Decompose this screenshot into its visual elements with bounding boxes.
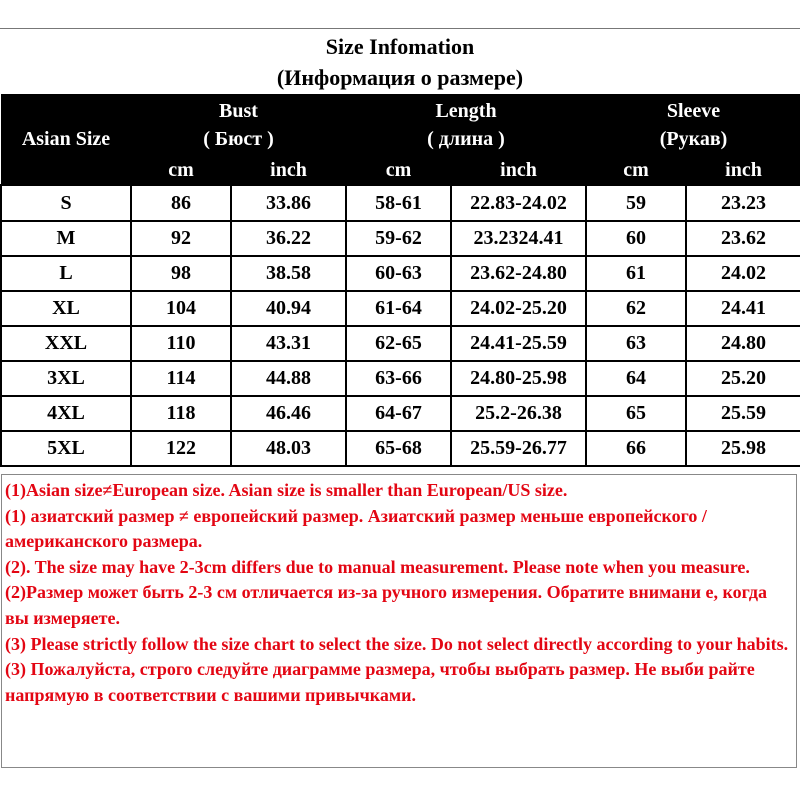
header-row [1, 94, 800, 156]
cell-size: 4XL [1, 396, 131, 431]
cell-sleeve-inch: 25.98 [686, 431, 800, 466]
cell-bust-inch: 43.31 [231, 326, 346, 361]
unit-length-inch: inch [451, 156, 586, 185]
cell-sleeve-cm: 66 [586, 431, 686, 466]
cell-bust-cm: 110 [131, 326, 231, 361]
cell-sleeve-inch: 23.62 [686, 221, 800, 256]
header-asian-size: Asian Size [1, 94, 131, 185]
cell-bust-inch: 46.46 [231, 396, 346, 431]
note-2-en: (2). The size may have 2-3cm differs due to manual measurement. Please note when you measure. [5, 556, 750, 577]
cell-sleeve-inch: 24.80 [686, 326, 800, 361]
cell-length-cm: 61-64 [346, 291, 451, 326]
cell-sleeve-cm: 60 [586, 221, 686, 256]
cell-sleeve-cm: 65 [586, 396, 686, 431]
cell-bust-cm: 98 [131, 256, 231, 291]
table-row [1, 431, 800, 466]
cell-sleeve-cm: 62 [586, 291, 686, 326]
cell-bust-inch: 38.58 [231, 256, 346, 291]
table-row [1, 221, 800, 256]
cell-bust-cm: 92 [131, 221, 231, 256]
cell-sleeve-inch: 24.41 [686, 291, 800, 326]
cell-length-cm: 59-62 [346, 221, 451, 256]
cell-length-inch: 23.62-24.80 [451, 256, 586, 291]
header-length [346, 94, 586, 156]
cell-length-inch: 24.41-25.59 [451, 326, 586, 361]
cell-sleeve-inch: 25.20 [686, 361, 800, 396]
unit-bust-cm: cm [131, 156, 231, 185]
cell-sleeve-inch: 25.59 [686, 396, 800, 431]
header-length-ru: ( длина ) [427, 128, 505, 150]
table-row [1, 256, 800, 291]
cell-sleeve-inch: 24.02 [686, 256, 800, 291]
cell-length-inch: 25.2-26.38 [451, 396, 586, 431]
cell-length-cm: 64-67 [346, 396, 451, 431]
cell-size: L [1, 256, 131, 291]
cell-length-inch: 23.2324.41 [451, 221, 586, 256]
size-chart-table [0, 94, 800, 467]
size-notes [1, 474, 797, 768]
note-3-en: (3) Please strictly follow the size chart to select the size. Do not select directly according to your habits. [5, 633, 789, 654]
cell-bust-inch: 33.86 [231, 185, 346, 221]
table-row [1, 361, 800, 396]
cell-sleeve-cm: 64 [586, 361, 686, 396]
cell-size: XL [1, 291, 131, 326]
cell-length-cm: 65-68 [346, 431, 451, 466]
cell-sleeve-cm: 61 [586, 256, 686, 291]
cell-sleeve-cm: 59 [586, 185, 686, 221]
header-bust-en: Bust [219, 100, 258, 122]
unit-length-cm: cm [346, 156, 451, 185]
cell-size: 5XL [1, 431, 131, 466]
cell-length-inch: 24.80-25.98 [451, 361, 586, 396]
note-3-ru: (3) Пожалуйста, строго следуйте диаграмме размера, чтобы выбрать размер. Не выби райте напрямую в соответствии с вашими привычками. [5, 659, 755, 705]
unit-bust-inch: inch [231, 156, 346, 185]
header-sleeve-ru: (Рукав) [659, 128, 728, 150]
cell-size: XXL [1, 326, 131, 361]
cell-length-cm: 58-61 [346, 185, 451, 221]
header-length-en: Length [435, 100, 497, 122]
cell-bust-cm: 104 [131, 291, 231, 326]
title-russian: (Информация о размере) [276, 65, 524, 90]
cell-length-cm: 62-65 [346, 326, 451, 361]
cell-length-cm: 60-63 [346, 256, 451, 291]
unit-sleeve-inch: inch [686, 156, 800, 185]
table-row [1, 291, 800, 326]
cell-length-inch: 25.59-26.77 [451, 431, 586, 466]
cell-bust-inch: 40.94 [231, 291, 346, 326]
size-info-title [0, 28, 800, 95]
note-1-en: (1)Asian size≠European size. Asian size is smaller than European/US size. [5, 480, 568, 500]
header-bust-ru: ( Бюст ) [203, 128, 274, 150]
table-row [1, 185, 800, 221]
cell-sleeve-cm: 63 [586, 326, 686, 361]
cell-bust-inch: 44.88 [231, 361, 346, 396]
title-english: Size Infomation [325, 34, 475, 59]
header-bust [131, 94, 346, 156]
cell-length-inch: 24.02-25.20 [451, 291, 586, 326]
cell-length-inch: 22.83-24.02 [451, 185, 586, 221]
cell-bust-cm: 86 [131, 185, 231, 221]
table-row [1, 326, 800, 361]
unit-sleeve-cm: cm [586, 156, 686, 185]
cell-size: S [1, 185, 131, 221]
cell-bust-inch: 36.22 [231, 221, 346, 256]
cell-sleeve-inch: 23.23 [686, 185, 800, 221]
cell-size: M [1, 221, 131, 256]
header-sleeve-en: Sleeve [666, 100, 721, 122]
cell-length-cm: 63-66 [346, 361, 451, 396]
cell-bust-cm: 114 [131, 361, 231, 396]
cell-bust-cm: 122 [131, 431, 231, 466]
note-2-ru: (2)Размер может быть 2-3 см отличается из-за ручного измерения. Обратите внимани е, когда вы измеряете. [5, 582, 768, 628]
note-1-ru: (1) азиатский размер ≠ европейский размер. Азиатский размер меньше европейского / американского размера. [5, 505, 707, 552]
cell-bust-inch: 48.03 [231, 431, 346, 466]
table-row [1, 396, 800, 431]
header-sleeve [586, 94, 800, 156]
cell-bust-cm: 118 [131, 396, 231, 431]
cell-size: 3XL [1, 361, 131, 396]
